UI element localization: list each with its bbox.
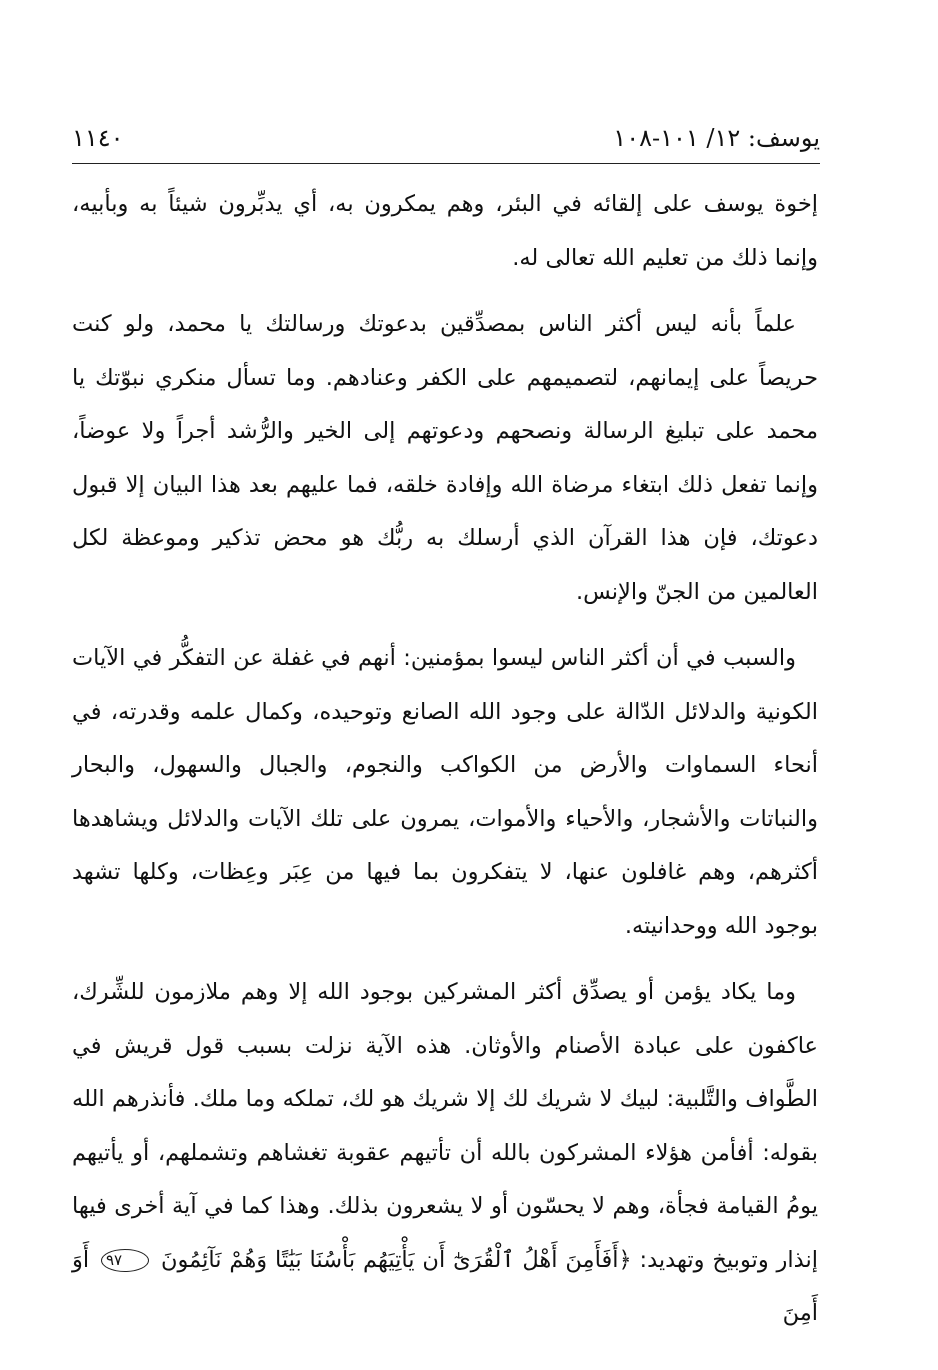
page-body (72, 178, 818, 1341)
quran-open-bracket: ﴿ (618, 1246, 632, 1273)
header-divider (72, 163, 820, 164)
paragraph-3: والسبب في أن أكثر الناس ليسوا بمؤمنين: أنهم في غفلة عن التفكُّر في الآيات الكونية والدلائل الدّالة على وجود الله الصانع وتوحيده، وكمال علمه وقدرته، في أنحاء السماوات والأرض من الكواكب والنجوم، والجبال والسهول، والبحار والنباتات والأشجار، والأحياء والأموات، يمرون على تلك الآيات والدلائل ويشاهدها أكثرهم، وهم غافلون عنها، لا يتفكرون بما فيها من عِبَر وعِظات، وكلها تشهد بوجود الله ووحدانيته. (72, 645, 818, 939)
surah-reference: يوسف: ١٢/ ١٠١-١٠٨ (613, 124, 820, 152)
page-number: ١١٤٠ (72, 124, 124, 152)
paragraph-1: إخوة يوسف على إلقائه في البئر، وهم يمكرون به، أي يدبِّرون شيئاً به وبأبيه، وإنما ذلك من تعليم الله تعالى له. (72, 191, 818, 271)
ayah-number-marker: ٩٧ (101, 1249, 149, 1272)
page-header (72, 118, 820, 158)
quran-verse: أَفَأَمِنَ أَهْلُ ٱلْقُرَىٰٓ أَن يَأْتِيَهُم بَأْسُنَا بَيَٰتًا وَهُمْ نَآئِمُونَ (161, 1246, 619, 1273)
quran-verse-continuation: أَوَ أَمِنَ (72, 1246, 818, 1326)
paragraph-4 (72, 966, 818, 1341)
paragraph-4-text: وما يكاد يؤمن أو يصدِّق أكثر المشركين بوجود الله إلا وهم ملازمون للشِّرك، عاكفون على عبادة الأصنام والأوثان. هذه الآية نزلت بسبب قول قريش في الطَّواف والتَّلبية: لبيك لا شريك لك إلا شريك هو لك، تملكه وما ملك. فأنذرهم الله بقوله: أفأمن هؤلاء المشركون بالله أن تأتيهم عقوبة تغشاهم وتشملهم، أو يأتيهم يومُ القيامة فجأة، وهم لا يحسّون أو لا يشعرون بذلك. وهذا كما في آية أخرى فيها إنذار وتوبيخ وتهديد: (72, 979, 819, 1273)
paragraph-2: علماً بأنه ليس أكثر الناس بمصدِّقين بدعوتك ورسالتك يا محمد، ولو كنت حريصاً على إيمانهم، لتصميمهم على الكفر وعنادهم. وما تسأل منكري نبوّتك يا محمد على تبليغ الرسالة ونصحهم ودعوتهم إلى الخير والرُّشد أجراً ولا عوضاً، وإنما تفعل ذلك ابتغاء مرضاة الله وإفادة خلقه، فما عليهم بعد هذا البيان إلا قبول دعوتك، فإن هذا القرآن الذي أرسلك به ربُّك هو محض تذكير وموعظة لكل العالمين من الجنّ والإنس. (72, 311, 818, 605)
